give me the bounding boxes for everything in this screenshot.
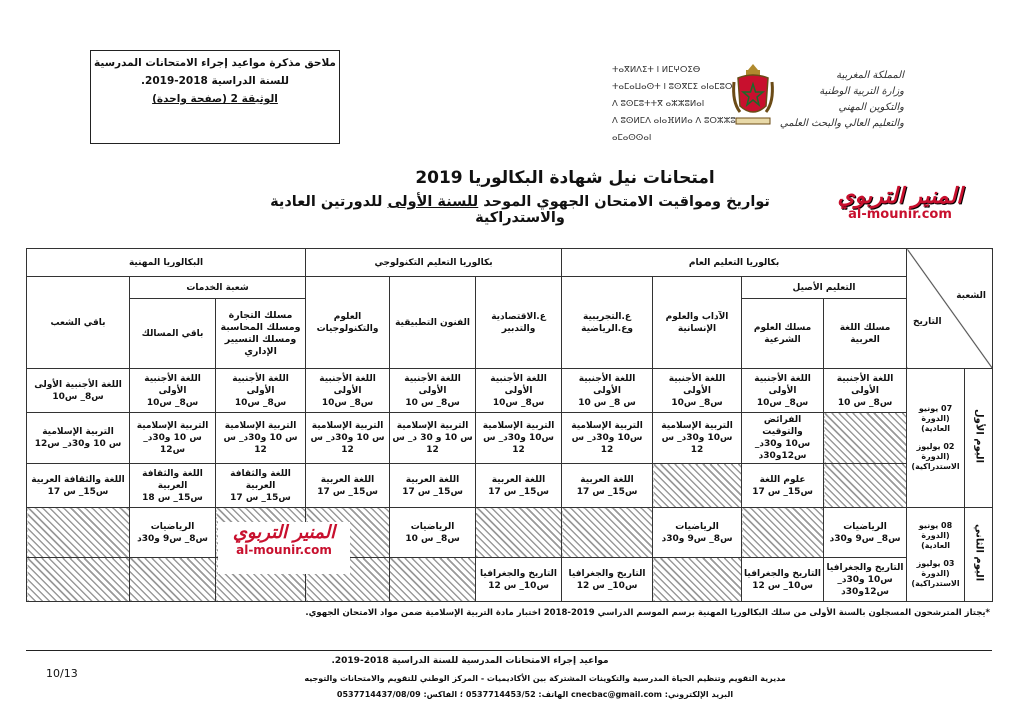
ministry-line-4: والتعليم العالي والبحث العلمي: [779, 118, 904, 129]
col-header-9: باقي المسالك: [130, 299, 216, 369]
exam-subject: اللغة الأجنبية الأولى: [404, 373, 461, 396]
col-header-3: الآداب والعلوم الإنسانية: [653, 277, 742, 369]
exam-time: س 8_ س 10: [578, 397, 636, 408]
day1-row1-exam-cell: [390, 369, 476, 413]
page-subtitle: [250, 194, 790, 226]
watermark-logo: [218, 522, 350, 574]
day1-row3-exam-cell: [390, 464, 476, 508]
date-header: التاريخ: [913, 316, 942, 327]
day2-row2-exam-cell: [742, 558, 824, 602]
note-line-2: للسنة الدراسية 2018-2019.: [141, 75, 289, 87]
exam-time: س10 و30د_ س12و30د: [837, 574, 893, 597]
col-header-10: باقي الشعب: [27, 277, 130, 369]
day1-row2-exam-cell: [130, 413, 216, 464]
exam-subject: التاريخ والجغرافيا: [568, 568, 646, 579]
day1-label: [965, 369, 993, 508]
exam-subject: اللغة العربية: [320, 474, 375, 485]
footer-divider: [26, 650, 992, 651]
exam-subject: اللغة الأجنبية الأولى: [34, 379, 122, 390]
site-logo: [820, 184, 980, 234]
exam-time: س10_ س 12: [488, 580, 549, 591]
logo-latin: al-mounir.com: [848, 207, 952, 222]
ministry-line-1: المملكة المغربية: [836, 70, 904, 81]
day1-row2-exam-cell: [476, 413, 562, 464]
tifinagh-line-3: ⴷ ⵓⵙⵎⵓⵜⵜⴳ ⴰⵣⵣⵓⵍⴰⵏ: [612, 99, 705, 109]
exam-time: س8_ س10: [756, 397, 809, 408]
day1-row2-exam-cell: [562, 413, 653, 464]
exam-time: س8_ س 10: [837, 397, 893, 408]
day1-label-text: اليوم الأول: [973, 408, 985, 464]
day2-row1-empty-cell: [476, 508, 562, 558]
col-header-7: العلوم والتكنولوجيات: [306, 277, 390, 369]
exam-subject: اللغة الأجنبية الأولى: [836, 373, 894, 396]
footnote: *يجتاز المترشحون المسجلون بالسنة الأولى من سلك البكالوريا المهنية برسم الموسم الدراسي 2019-2018 اختبار مادة التربية الإسلامية ضمن مواد الامتحان الجهوي.: [305, 608, 990, 618]
exam-subject: التربية الإسلامية: [396, 421, 469, 431]
footer-directorate: مديرية التقويم وتنظيم الحياة المدرسية والتكوينات المشتركة بين الأكاديميات - المركز الوطني للتقويم والامتحانات والتوجيه: [304, 674, 786, 683]
col-header-2: مسلك العلوم الشرعية: [742, 299, 824, 369]
exam-time: س8_ س10: [52, 391, 104, 402]
exam-time: س10 و30د_ س 12: [661, 433, 733, 455]
day1-row2-exam-cell: [742, 413, 824, 464]
page-number: 10/13: [46, 667, 78, 680]
subtitle-underlined: للسنة الأولى: [387, 194, 479, 210]
note-line-3: الوثيقة 2 (صفحة واحدة): [152, 93, 278, 105]
exam-time: س10 و30د_ س 12: [483, 433, 554, 455]
col-header-6: الفنون التطبيقية: [390, 277, 476, 369]
exam-subject: التربية الإسلامية: [42, 427, 114, 437]
exam-subject: علوم اللغة: [759, 474, 806, 485]
col-header-5: ع.الاقتصادية والتدبير: [476, 277, 562, 369]
branch-header: الشعبة: [956, 290, 987, 301]
exam-time: س8_ س 10: [405, 397, 460, 408]
exam-time: س8_ س9 و30د: [829, 533, 901, 544]
exam-subject: اللغة الأجنبية الأولى: [754, 373, 811, 396]
day1-row3-empty-cell: [824, 464, 907, 508]
subtitle-part-1: تواريخ ومواقيت الامتحان الجهوي الموحد: [478, 194, 770, 210]
exam-time: س10_ س 12: [752, 580, 813, 591]
exam-subject: اللغة والثقافة العربية: [31, 474, 125, 485]
exam-time: س8_ س10: [671, 397, 723, 408]
day2-row2-exam-cell: [476, 558, 562, 602]
footer-contact: البريد الإلكتروني: cnecbac@gmail.com الهاتف: 0537714453/52 ؛ الفاكس: 0537714437/08/09: [336, 690, 734, 699]
day2-row2-empty-cell: [27, 558, 130, 602]
services-header: شعبة الخدمات: [130, 277, 306, 299]
day1-dates: [907, 369, 965, 508]
day2-label-text: اليوم الثاني: [973, 523, 985, 582]
exam-subject: الفرائض والتوقيت: [762, 415, 803, 437]
day2-row2-empty-cell: [653, 558, 742, 602]
exam-subject: التربية الإسلامية: [224, 421, 297, 431]
exam-subject: الرياضيات: [410, 521, 455, 532]
col-header-8: مسلك التجارة ومسلك المحاسبة ومسلك التسيير الإداري: [216, 299, 306, 369]
exam-time: س 10 و30د_ س12: [34, 439, 122, 449]
day2-row2-empty-cell: [130, 558, 216, 602]
exam-subject: اللغة العربية: [405, 474, 460, 485]
exam-subject: التربية الإسلامية: [136, 421, 209, 431]
day1-row3-exam-cell: [742, 464, 824, 508]
exam-subject: الرياضيات: [675, 521, 719, 532]
day2-row1-exam-cell: [130, 508, 216, 558]
day2-date-normal: 08 يونيو (الدورة العادية): [918, 520, 953, 550]
day2-row2-empty-cell: [390, 558, 476, 602]
day1-row1-exam-cell: [653, 369, 742, 413]
day1-date-normal: 07 يونيو (الدورة العادية): [918, 404, 953, 433]
watermark-arabic: المنير التربوي: [232, 522, 336, 543]
day2-date-catchup: 03 يوليوز (الدورة الاستدراكية): [911, 558, 960, 588]
exam-subject: التربية الإسلامية: [661, 421, 733, 431]
day2-row1-exam-cell: [390, 508, 476, 558]
exam-subject: اللغة الأجنبية الأولى: [319, 373, 376, 396]
day1-row3-empty-cell: [653, 464, 742, 508]
exam-subject: الرياضيات: [843, 521, 887, 532]
day1-row3-exam-cell: [476, 464, 562, 508]
exam-time: س15_ س 17: [230, 492, 291, 503]
day1-row2-exam-cell: [390, 413, 476, 464]
day1-row1-exam-cell: [216, 369, 306, 413]
day1-row1-exam-cell: [742, 369, 824, 413]
ministry-line-3: والتكوين المهني: [838, 102, 904, 113]
exam-time: س15_ س 17: [576, 486, 638, 497]
exam-subject: التاريخ والجغرافيا: [826, 562, 904, 573]
day2-label: [965, 508, 993, 602]
col-header-4: ع.التجريبية وع.الرياضية: [562, 277, 653, 369]
exam-time: س15_ س 17: [317, 486, 378, 497]
exam-time: س8_ س10: [146, 397, 199, 408]
exam-subject: التربية الإسلامية: [311, 421, 384, 431]
ministry-arabic: [754, 68, 904, 132]
subtitle-part-2: للدورتين العادية والاستدراكية: [270, 194, 565, 226]
day1-row3-exam-cell: [27, 464, 130, 508]
general-bac-header: بكالوريا التعليم العام: [562, 249, 907, 277]
exam-time: س15_ س 18: [142, 492, 203, 503]
exam-subject: التاريخ والجغرافيا: [480, 568, 557, 579]
exam-time: س8_ س 10: [405, 533, 460, 544]
day1-row2-exam-cell: [27, 413, 130, 464]
day2-dates: [907, 508, 965, 602]
exam-time: س 10 و30د_ س12: [143, 433, 202, 455]
exam-time: س8_ س10: [234, 397, 287, 408]
exam-subject: اللغة العربية: [580, 474, 634, 485]
day1-row1-exam-cell: [130, 369, 216, 413]
exam-subject: اللغة والثقافة العربية: [142, 468, 203, 491]
day2-row1-exam-cell: [824, 508, 907, 558]
exam-subject: اللغة الأجنبية الأولى: [144, 373, 201, 396]
day1-row3-exam-cell: [562, 464, 653, 508]
page-title: امتحانات نيل شهادة البكالوريا 2019: [415, 168, 715, 188]
exam-subject: التربية الإسلامية: [571, 421, 643, 431]
day1-date-catchup: 02 يوليوز (الدورة الاستدراكية): [911, 442, 960, 471]
day2-row2-exam-cell: [824, 558, 907, 602]
original-education-header: التعليم الأصيل: [742, 277, 907, 299]
tifinagh-line-1: ⵜⴰⴳⵍⴷⵉⵜ ⵏ ⵍⵎⵖⵔⵉⴱ: [612, 65, 701, 75]
exam-subject: اللغة الأجنبية الأولى: [490, 373, 547, 396]
exam-subject: التاريخ والجغرافيا: [744, 568, 821, 579]
professional-bac-header: البكالوريا المهنية: [27, 249, 306, 277]
tifinagh-line-4: ⴷ ⵓⵙⵍⵎⴷ ⴰⵏⴰⴼⵍⵍⴰ ⴷ ⵓⵔⵣⵣⵓ ⴰⵎⴰⵙⵙⴰⵏ: [612, 116, 736, 143]
ministry-line-2: وزارة التربية الوطنية: [819, 86, 904, 97]
exam-time: س15_ س 17: [752, 486, 813, 497]
exam-time: س8_ س9 و30د: [661, 533, 733, 544]
day1-row1-exam-cell: [27, 369, 130, 413]
exam-time: س10 و30د_ س12و30د: [754, 439, 811, 461]
day2-row1-empty-cell: [562, 508, 653, 558]
exam-time: س10 و30د_ س 12: [571, 433, 643, 455]
day1-row1-exam-cell: [824, 369, 907, 413]
exam-subject: الرياضيات: [150, 521, 195, 532]
exam-subject: اللغة والثقافة العربية: [230, 468, 291, 491]
exam-time: س8_ س10: [492, 397, 545, 408]
exam-subject: اللغة الأجنبية الأولى: [668, 373, 726, 396]
col-header-1: مسلك اللغة العربية: [824, 299, 907, 369]
exam-time: س15_ س 17: [402, 486, 463, 497]
exam-time: س10_ س 12: [576, 580, 638, 591]
day1-row1-exam-cell: [476, 369, 562, 413]
day2-row1-empty-cell: [27, 508, 130, 558]
day1-row3-exam-cell: [306, 464, 390, 508]
exam-subject: اللغة العربية: [491, 474, 546, 485]
day1-row1-exam-cell: [562, 369, 653, 413]
note-line-1: ملاحق مذكرة مواعيد إجراء الامتحانات المدرسية: [94, 57, 336, 69]
day1-row3-exam-cell: [216, 464, 306, 508]
exam-time: س8_ س9 و30د: [137, 533, 208, 544]
tifinagh-line-2: ⵜⴰⵎⴰⵡⴰⵙⵜ ⵏ ⵓⵙⴳⵎⵉ ⴰⵏⴰⵎⵓⵔ: [612, 82, 733, 92]
day1-row2-exam-cell: [216, 413, 306, 464]
exam-subject: اللغة الأجنبية الأولى: [232, 373, 289, 396]
day1-row3-exam-cell: [130, 464, 216, 508]
schedule-table: [26, 248, 993, 602]
exam-time: س 10 و30د_ س 12: [310, 433, 385, 455]
exam-time: س 10 و 30 د_ س 12: [392, 433, 473, 455]
technological-bac-header: بكالوريا التعليم التكنولوجي: [306, 249, 562, 277]
day1-row2-exam-cell: [306, 413, 390, 464]
watermark-latin: al-mounir.com: [236, 543, 332, 557]
branch-date-header: [907, 249, 993, 369]
day1-row1-exam-cell: [306, 369, 390, 413]
exam-time: س8_ س10: [321, 397, 374, 408]
day2-row2-exam-cell: [562, 558, 653, 602]
exam-time: س15_ س 17: [47, 486, 109, 497]
day1-row2-exam-cell: [653, 413, 742, 464]
logo-arabic: المنير التربوي: [837, 184, 963, 209]
exam-time: س 10 و30د_ س 12: [223, 433, 298, 455]
exam-time: س15_ س 17: [488, 486, 549, 497]
day2-row1-exam-cell: [653, 508, 742, 558]
day2-row1-empty-cell: [742, 508, 824, 558]
day1-row2-empty-cell: [824, 413, 907, 464]
footer-title: مواعيد إجراء الامتحانات المدرسية للسنة الدراسية 2018-2019.: [331, 656, 609, 666]
exam-subject: اللغة الأجنبية الأولى: [578, 373, 636, 396]
exam-subject: التربية الإسلامية: [482, 421, 555, 431]
header-note-box: [90, 50, 340, 144]
